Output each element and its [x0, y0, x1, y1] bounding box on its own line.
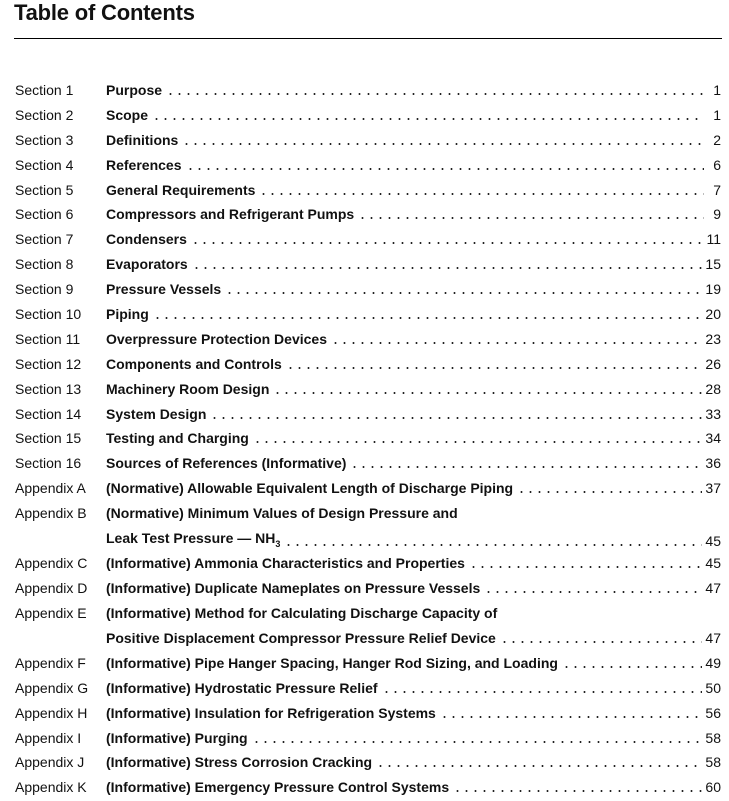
page-number: 37	[705, 480, 721, 497]
toc-entry[interactable]	[0, 228, 729, 253]
page-number: 50	[705, 679, 721, 696]
dot-leader	[440, 716, 703, 718]
entry-line	[106, 256, 721, 272]
entry-title: Overpressure Protection Devices	[106, 330, 327, 347]
entry-title: System Design	[106, 405, 207, 422]
toc-entry[interactable]	[0, 702, 729, 727]
toc-entry[interactable]	[0, 577, 729, 602]
dot-leader	[186, 168, 705, 170]
dot-leader	[225, 292, 702, 294]
dot-leader	[517, 491, 702, 493]
page-number: 45	[705, 532, 721, 549]
entry-line	[106, 132, 721, 148]
entry-label: Appendix C	[15, 555, 88, 572]
page-number: 60	[705, 779, 721, 796]
title-divider	[14, 38, 722, 39]
entry-label: Section 8	[15, 256, 74, 273]
toc-entry[interactable]	[0, 502, 729, 552]
entry-title: Pressure Vessels	[106, 281, 222, 298]
entry-label: Appendix K	[15, 779, 87, 796]
entry-line	[106, 655, 721, 671]
entry-line	[106, 356, 721, 372]
dot-leader	[210, 417, 702, 419]
toc-entry[interactable]	[0, 154, 729, 179]
dot-leader	[286, 367, 703, 369]
entry-line	[106, 455, 721, 471]
entry-line	[106, 480, 721, 496]
entry-line	[106, 580, 721, 596]
toc-entry[interactable]	[0, 403, 729, 428]
toc-entry[interactable]	[0, 79, 729, 104]
toc-entry[interactable]	[0, 353, 729, 378]
entry-label: Appendix E	[15, 604, 87, 621]
entry-title-continued	[106, 630, 496, 646]
entry-title: Components and Controls	[106, 355, 282, 372]
entry-title: (Informative) Hydrostatic Pressure Relief	[106, 679, 378, 696]
dot-leader	[252, 741, 703, 743]
page-number: 47	[705, 580, 721, 597]
subscript: 3	[275, 538, 281, 549]
page-number: 11	[706, 231, 721, 248]
page-number: 23	[705, 330, 721, 347]
entry-label: Appendix A	[15, 480, 86, 497]
page-number: 7	[713, 181, 721, 198]
page-number: 20	[705, 306, 721, 323]
entry-label: Section 3	[15, 131, 74, 148]
toc-entry[interactable]	[0, 129, 729, 154]
toc-entry[interactable]	[0, 602, 729, 652]
entry-title: Machinery Room Design	[106, 380, 270, 397]
entry-label: Section 13	[15, 380, 82, 397]
entry-label: Section 2	[15, 106, 74, 123]
entry-title: Definitions	[106, 131, 179, 148]
entry-title: Testing and Charging	[106, 430, 249, 447]
page-number: 56	[705, 704, 721, 721]
dot-leader	[453, 790, 702, 792]
page-number: 15	[705, 256, 721, 273]
entry-line	[106, 754, 721, 770]
page-number: 47	[705, 629, 721, 646]
entry-title: (Informative) Insulation for Refrigeration Systems	[106, 704, 436, 721]
entry-label: Section 7	[15, 231, 74, 248]
dot-leader	[500, 641, 703, 643]
dot-leader	[152, 118, 704, 120]
page-number: 36	[705, 455, 721, 472]
toc-entry[interactable]	[0, 452, 729, 477]
toc-entry[interactable]	[0, 776, 729, 801]
toc-entry[interactable]	[0, 303, 729, 328]
entry-title: (Normative) Allowable Equivalent Length of Discharge Piping	[106, 480, 514, 497]
entry-title-continued-text: Positive Displacement Compressor Pressure Relief Device	[106, 629, 496, 646]
entry-line	[106, 306, 721, 322]
entry-line	[106, 406, 721, 422]
entry-title: General Requirements	[106, 181, 256, 198]
entry-line	[106, 779, 721, 795]
entry-title: (Informative) Stress Corrosion Cracking	[106, 754, 373, 771]
entry-title: References	[106, 156, 182, 173]
toc-entry[interactable]	[0, 552, 729, 577]
toc-entry[interactable]	[0, 179, 729, 204]
entry-label: Section 9	[15, 281, 74, 298]
entry-title: Sources of References (Informative)	[106, 455, 347, 472]
entry-label: Section 10	[15, 306, 82, 323]
toc-entry[interactable]	[0, 378, 729, 403]
entry-label: Section 6	[15, 206, 74, 223]
dot-leader	[562, 666, 702, 668]
entry-line	[106, 157, 721, 173]
dot-leader	[284, 544, 702, 546]
toc-entry[interactable]	[0, 751, 729, 776]
page-number: 49	[705, 654, 721, 671]
dot-leader	[259, 193, 704, 195]
dot-leader	[153, 317, 703, 319]
entry-line	[106, 530, 721, 549]
entry-title: (Informative) Purging	[106, 729, 248, 746]
page-number: 26	[705, 355, 721, 372]
page-number: 28	[705, 380, 721, 397]
page-number: 9	[713, 206, 721, 223]
entry-line	[106, 182, 721, 198]
entry-label: Section 4	[15, 156, 74, 173]
page-number: 1	[713, 106, 721, 123]
entry-title: (Informative) Duplicate Nameplates on Pressure Vessels	[106, 580, 481, 597]
entry-title: (Normative) Minimum Values of Design Pressure and	[106, 505, 458, 522]
toc-entry[interactable]	[0, 104, 729, 129]
dot-leader	[469, 566, 703, 568]
entry-label: Appendix J	[15, 754, 85, 771]
page-number: 19	[705, 281, 721, 298]
entry-line	[106, 281, 721, 297]
entry-label: Section 15	[15, 430, 82, 447]
toc-entry[interactable]	[0, 477, 729, 502]
entry-title: Condensers	[106, 231, 187, 248]
entry-title-continued-text: Leak Test Pressure — NH	[106, 530, 276, 547]
entry-title: Scope	[106, 106, 149, 123]
dot-leader	[192, 267, 703, 269]
entry-label: Appendix D	[15, 580, 88, 597]
toc-entry[interactable]	[0, 727, 729, 752]
entry-label: Appendix B	[15, 505, 87, 522]
toc-entry[interactable]	[0, 278, 729, 303]
entry-label: Appendix H	[15, 704, 88, 721]
entry-label: Section 1	[15, 82, 74, 98]
dot-leader	[382, 691, 703, 693]
page-number: 2	[713, 131, 721, 148]
page-number: 58	[705, 729, 721, 746]
entry-label: Section 16	[15, 455, 82, 472]
entry-title: Piping	[106, 306, 149, 323]
entry-title: (Informative) Ammonia Characteristics and Properties	[106, 555, 465, 572]
table-of-contents	[0, 79, 729, 801]
entry-line	[106, 430, 721, 446]
page-number: 58	[705, 754, 721, 771]
page-number: 45	[705, 555, 721, 572]
page-number: 6	[713, 156, 721, 173]
entry-line	[106, 231, 721, 247]
toc-entry[interactable]	[0, 652, 729, 677]
dot-leader	[484, 591, 702, 593]
entry-line	[106, 705, 721, 721]
entry-label: Appendix G	[15, 679, 89, 696]
entry-line	[106, 331, 721, 347]
dot-leader	[182, 143, 704, 145]
page-number: 1	[713, 82, 721, 98]
dot-leader	[350, 466, 702, 468]
toc-entry[interactable]	[0, 253, 729, 278]
page-title: Table of Contents	[14, 0, 195, 25]
dot-leader	[273, 392, 702, 394]
dot-leader	[331, 342, 702, 344]
entry-line	[106, 730, 721, 746]
entry-title: (Informative) Emergency Pressure Control Systems	[106, 779, 450, 796]
toc-entry[interactable]	[0, 328, 729, 353]
entry-label: Section 5	[15, 181, 74, 198]
entry-line	[106, 680, 721, 696]
toc-entry[interactable]	[0, 427, 729, 452]
dot-leader	[166, 93, 704, 95]
entry-title: Purpose	[106, 82, 163, 98]
entry-label: Section 12	[15, 355, 82, 372]
entry-title: (Informative) Method for Calculating Discharge Capacity of	[106, 604, 498, 621]
dot-leader	[191, 242, 704, 244]
entry-line	[106, 630, 721, 646]
entry-label: Section 11	[15, 330, 81, 347]
entry-title-continued	[106, 530, 280, 549]
entry-line	[106, 107, 721, 123]
toc-entry[interactable]	[0, 677, 729, 702]
page-number: 34	[705, 430, 721, 447]
entry-line	[106, 82, 721, 98]
dot-leader	[376, 765, 702, 767]
entry-line	[106, 381, 721, 397]
toc-entry[interactable]	[0, 203, 729, 228]
entry-line	[106, 555, 721, 571]
page-number: 33	[705, 405, 721, 422]
dot-leader	[253, 441, 703, 443]
dot-leader	[358, 217, 704, 219]
entry-title: (Informative) Pipe Hanger Spacing, Hanger Rod Sizing, and Loading	[106, 654, 558, 671]
entry-title: Compressors and Refrigerant Pumps	[106, 206, 355, 223]
entry-label: Section 14	[15, 405, 82, 422]
entry-line	[106, 206, 721, 222]
entry-label: Appendix I	[15, 729, 82, 746]
entry-label: Appendix F	[15, 654, 86, 671]
entry-title: Evaporators	[106, 256, 188, 273]
